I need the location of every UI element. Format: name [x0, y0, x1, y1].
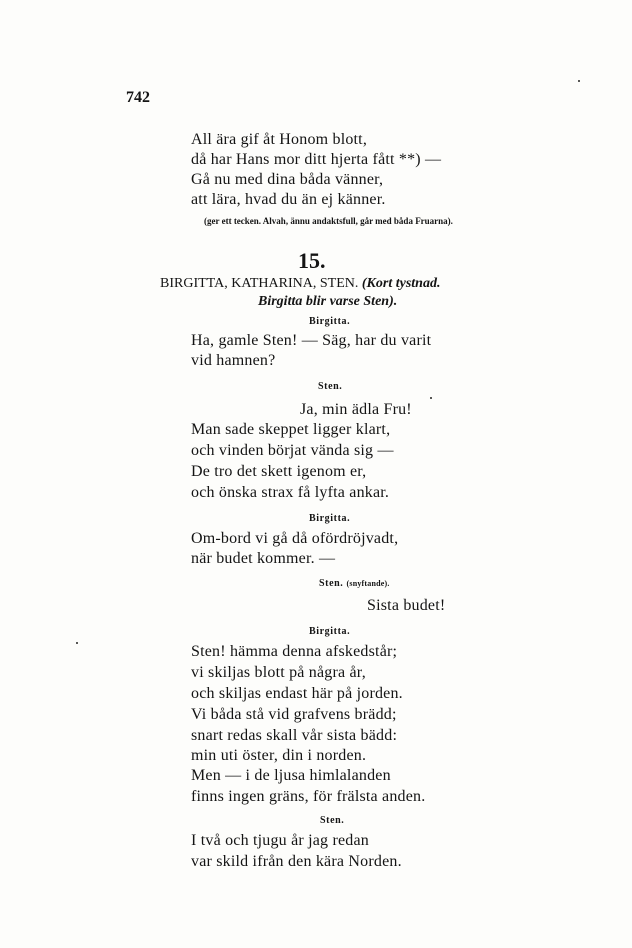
verse-line: Men — i de ljusa himlalanden: [191, 767, 391, 784]
verse-line: och önska strax få lyfta ankar.: [191, 484, 390, 501]
verse-line: vid hamnen?: [191, 352, 276, 369]
verse-line: att lära, hvad du än ej känner.: [191, 191, 386, 208]
verse-line: snart redas skall vår sista bädd:: [191, 727, 398, 744]
scene-heading: [160, 276, 440, 292]
verse-line: finns ingen gräns, för frälsta anden.: [191, 788, 426, 805]
verse-line: Sten! hämma denna afskedstår;: [191, 643, 398, 660]
verse-line: Gå nu med dina båda vänner,: [191, 171, 384, 188]
verse-line: och vinden börjat vända sig —: [191, 442, 394, 459]
scene-direction: (Kort tystnad.: [361, 276, 441, 291]
speaker-aside: (snyftande).: [346, 579, 390, 588]
verse-line: Ja, min ädla Fru!: [300, 401, 412, 418]
paper-speck: [578, 80, 580, 82]
verse-line: I två och tjugu år jag redan: [191, 832, 369, 849]
verse-line: min uti öster, din i norden.: [191, 747, 367, 764]
speaker-label: [319, 578, 390, 589]
paper-speck: [430, 397, 432, 399]
verse-line: Ha, gamle Sten! — Säg, har du varit: [191, 332, 432, 349]
page-number: 742: [126, 89, 150, 106]
scene-number: 15.: [298, 248, 326, 273]
stage-direction: (ger ett tecken. Alvah, ännu andaktsfull, går med båda Fruarna).: [204, 216, 453, 226]
verse-line: och skiljas endast här på jorden.: [191, 685, 403, 702]
verse-line: när budet kommer. —: [191, 550, 336, 567]
verse-line: då har Hans mor ditt hjerta fått **) —: [191, 151, 442, 168]
scene-direction: Birgitta blir varse Sten).: [258, 294, 398, 309]
scene-direction-line: [258, 294, 397, 310]
speaker-name: Sten.: [319, 578, 344, 589]
verse-line: Sista budet!: [367, 597, 446, 614]
verse-line: vi skiljas blott på några år,: [191, 664, 366, 681]
speaker-label: Sten.: [318, 381, 343, 392]
paper-speck: [76, 642, 78, 644]
speaker-label: Sten.: [320, 815, 345, 826]
speaker-label: Birgitta.: [309, 626, 351, 637]
speaker-label: Birgitta.: [309, 316, 351, 327]
verse-line: All ära gif åt Honom blott,: [191, 131, 368, 148]
scene-characters: BIRGITTA, KATHARINA, STEN.: [160, 276, 359, 291]
verse-line: Man sade skeppet ligger klart,: [191, 421, 391, 438]
verse-line: var skild ifrån den kära Norden.: [191, 853, 402, 870]
speaker-label: Birgitta.: [309, 513, 351, 524]
verse-line: Om-bord vi gå då ofördröjvadt,: [191, 530, 399, 547]
verse-line: Vi båda stå vid grafvens brädd;: [191, 706, 397, 723]
verse-line: De tro det skett igenom er,: [191, 463, 367, 480]
